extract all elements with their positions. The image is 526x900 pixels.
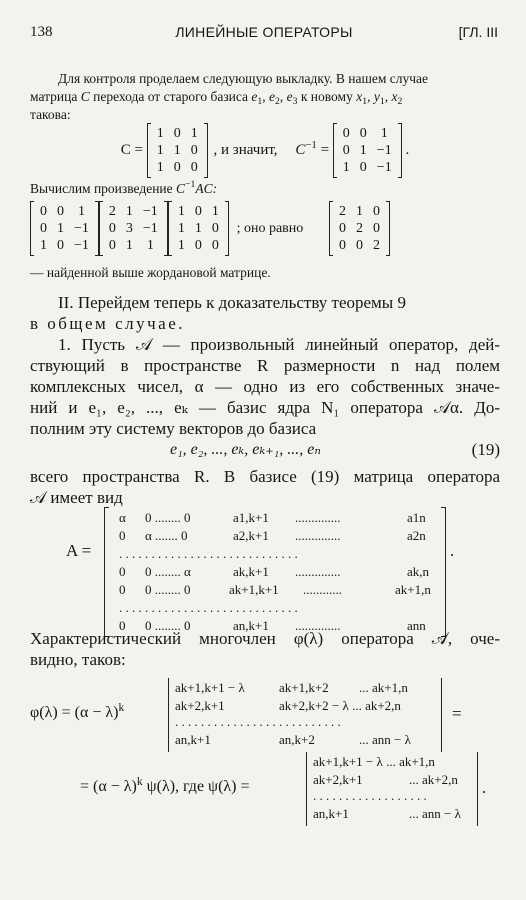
matrix-cell: 1 [173, 143, 181, 158]
matrix-cell: 1 [359, 143, 367, 158]
matrix-cell: 1 [156, 160, 164, 175]
matrix-cell: −1 [376, 160, 392, 175]
matrix-A: α 0 ........ 0 a1,k+1 .............. a1n 0 α ....... 0 a2,k+1 .............. a2n . . . . . . . . . . . . . . . . . . . . . . . . . . . . 0 0 ........ α ak,k+1 .............. ak,n 0 0 ........ 0 ak+1,k+1 ............ ak+1,n . . . . . . . . . . . . . . . . . . . . . . . . . . . . 0 0 ........ 0 an,k+1 .............. ann [104, 508, 446, 636]
matrix-cell: 2 [373, 238, 381, 253]
psi-determinant: ak+1,k+1 − λ ... ak+1,n ak+2,k+1 ... ak+2,n . . . . . . . . . . . . . . . . . . an,k+1 ... ann − λ [306, 752, 478, 826]
matrix-C-inverse [333, 124, 402, 177]
matrix-cell: 1 [177, 204, 185, 219]
matrix-cell: 1 [211, 204, 219, 219]
matrix-cell: −1 [142, 204, 158, 219]
matrix-cell: 0 [57, 238, 64, 253]
matrix-cell: 0 [40, 204, 47, 219]
matrix-cell: 1 [356, 204, 364, 219]
matrix-cell: 0 [194, 238, 202, 253]
matrix-cell: 0 [211, 238, 219, 253]
matrix-cell: 0 [108, 238, 116, 253]
matrix-cell: 0 [339, 238, 347, 253]
matrix-cell: 0 [108, 221, 116, 236]
para-3-line-1: 1. Пусть 𝒜 — произвольный линейный оператор, дей- [58, 335, 500, 354]
para-2-line-1: II. Перейдем теперь к доказательству теоремы 9 [58, 293, 406, 312]
matrix-cell: 1 [156, 126, 164, 141]
matrix-cell: 3 [125, 221, 133, 236]
matrix-cell: 1 [77, 204, 85, 219]
matrix-cell: 1 [156, 143, 164, 158]
para-4-line-2: 𝒜 имеет вид [30, 488, 123, 507]
phi-lhs: $\varphi(\lambda) = (\alpha - \lambda)^k$ [30, 702, 125, 721]
para-5-line-1: Характеристический многочлен φ(λ) оператора 𝒜, оче- [30, 629, 500, 648]
matrix-A-label: A = [66, 541, 92, 560]
matrix-cell: 1 [125, 238, 133, 253]
matrix-cell: 0 [194, 204, 202, 219]
matrix-cell: 1 [190, 126, 198, 141]
para-3-line-3: комплексных чисел, α — одно из его собственных значе- [30, 377, 500, 396]
matrix-cell: 2 [108, 204, 116, 219]
equation-C: C = 1 0 1 1 1 0 1 0 0 , и значит, $C^{-1}$ = 0 0 1 0 1 −1 1 0 −1 . [120, 126, 410, 175]
intro-line-2: матрица C перехода от старого базиса $e_1$, $e_2$, $e_3$ к новому $x_1$, $y_1$, $x_2$ [30, 89, 403, 107]
matrix-cell: 2 [339, 204, 347, 219]
matrix-cell: 1 [125, 204, 133, 219]
para-4-line-1: всего пространства R. В базисе (19) матрица оператора [30, 467, 500, 486]
matrix-result [329, 202, 390, 255]
matrix-cell: 0 [57, 204, 64, 219]
para-5-line-2: видно, таков: [30, 650, 126, 669]
phi-determinant: ak+1,k+1 − λ ak+1,k+2 ... ak+1,n ak+2,k+1 ak+2,k+2 − λ ... ak+2,n . . . . . . . . . . . . . . . . . . . . . . . . . . an,k+1 an,k+2 ... ann − λ [168, 678, 442, 752]
matrix-cell: 0 [373, 204, 381, 219]
matrix-cell: 1 [177, 221, 185, 236]
matrix-cell: 1 [194, 221, 202, 236]
matrix-cell: 1 [177, 238, 185, 253]
matrix-cell: 2 [356, 221, 364, 236]
matrix-cell: 0 [356, 238, 364, 253]
matrix-cell: 1 [146, 238, 154, 253]
matrix-cell: 1 [342, 160, 350, 175]
book-page: 138 ЛИНЕЙНЫЕ ОПЕРАТОРЫ [ГЛ. III Для контроля проделаем следующую выкладку. В нашем случае матрица C перехода от старого базиса $e_1$, $e_2$, $e_3$ к новому $x_1$, $y_1$, $x_2$ такова: C = 1 0 1 1 1 0 1 0 0 , и значит, $C^{-1}$ = 0 0 1 0 1 −1 1 0 −1 . Вычислим произведение $C^{-1}AC$: 0 0 1 0 1 −1 1 0 −1 2 1 −1 0 3 −1 0 1 1 1 0 1 1 1 0 1 0 0 ; оно равно 2 1 0 0 2 0 0 0 2 — найденной выше жордановой матрице. II. Перейдем теперь к доказательству теоремы 9 в общем случае. 1. Пусть 𝒜 — произвольный линейный оператор, дей- ствующий в пространстве R размерности n над полем комплексных чисел, α — одно из его собственных значе- ний и e₁, e₂, ..., eₖ — базис ядра N₁ оператора 𝒜α. До- полним эту систему векторов до базиса e₁, e₂, ..., eₖ, eₖ₊₁, ..., eₙ (19) всего пространства R. В базисе (19) матрица оператора 𝒜 имеет вид A = α 0 ........ 0 a1,k+1 .............. a1n 0 α ....... 0 a2,k+1 .............. a2n . . . . . . . . . . . . . . . . . . . . . . . . . . . . 0 0 ........ α ak,k+1 .............. ak,n 0 0 ........ 0 ak+1,k+1 ............ ak+1,n . . . . . . . . . . . . . . . . . . . . . . . . . . . . 0 0 ........ 0 an,k+1 .............. ann . Характеристический многочлен φ(λ) оператора 𝒜, оче- видно, таков: $\varphi(\lambda) = (\alpha - \lambda)^k$ ak+1,k+1 − λ ak+1,k+2 ... ak+1,n ak+2,k+1 ak+2,k+2 − λ ... ak+2,n . . . . . . . . . . . . . . . . . . . . . . . . . . an,k+1 an,k+2 ... ann − λ = = $(\alpha - \lambda)^k$ ψ(λ), где ψ(λ) = ak+1,k+1 − λ ... ak+1,n ak+2,k+1 ... ak+2,n . . . . . . . . . . . . . . . . . . an,k+1 ... ann − λ . [0, 0, 526, 900]
para-3-line-2: ствующий в пространстве R размерности n над полем [30, 356, 500, 375]
matrix-cell: −1 [74, 238, 89, 253]
matrix-cell: 0 [173, 126, 181, 141]
matrix-cell: −1 [376, 143, 392, 158]
matrix-cell: 0 [342, 126, 350, 141]
matrix-cell: 1 [57, 221, 64, 236]
matrix-p1 [30, 202, 99, 255]
para-3-line-4: ний и e₁, e₂, ..., eₖ — базис ядра N₁ оператора 𝒜α. До- [30, 398, 500, 417]
running-title: ЛИНЕЙНЫЕ ОПЕРАТОРЫ [175, 24, 353, 40]
para-2-line-2: в общем случае. [30, 314, 185, 333]
matrix-cell: 0 [211, 221, 219, 236]
matrix-cell: −1 [142, 221, 158, 236]
matrix-cell: 0 [373, 221, 381, 236]
jordan-line: — найденной выше жордановой матрице. [30, 265, 271, 280]
matrix-cell: −1 [74, 221, 89, 236]
page-number: 138 [30, 24, 53, 40]
matrix-cell: 0 [173, 160, 181, 175]
matrix-cell: 0 [342, 143, 350, 158]
compute-line: Вычислим произведение $C^{-1}AC$: [30, 179, 218, 196]
matrix-p3 [168, 202, 229, 255]
product-equation: 0 0 1 0 1 −1 1 0 −1 2 1 −1 0 3 −1 0 1 1 1 0 1 1 1 0 1 0 0 ; оно равно 2 1 0 0 2 0 0 0 2 [30, 202, 500, 255]
para-3-line-5: полним эту систему векторов до базиса [30, 419, 317, 438]
page-header [30, 24, 498, 46]
intro-line-3: такова: [30, 107, 71, 122]
matrix-p2 [99, 202, 168, 255]
chapter-label: [ГЛ. III [458, 24, 498, 40]
matrix-cell: 1 [40, 238, 47, 253]
psi-lhs: = $(\alpha - \lambda)^k$ ψ(λ), где ψ(λ) = [80, 776, 250, 795]
matrix-cell: 0 [339, 221, 347, 236]
matrix-cell: 0 [40, 221, 47, 236]
matrix-cell: 1 [380, 126, 388, 141]
matrix-C [147, 124, 208, 177]
matrix-cell: 0 [359, 160, 367, 175]
intro-line-1: Для контроля проделаем следующую выкладку. В нашем случае [58, 71, 429, 86]
matrix-cell: 0 [359, 126, 367, 141]
matrix-cell: 0 [190, 143, 198, 158]
matrix-cell: 0 [190, 160, 198, 175]
